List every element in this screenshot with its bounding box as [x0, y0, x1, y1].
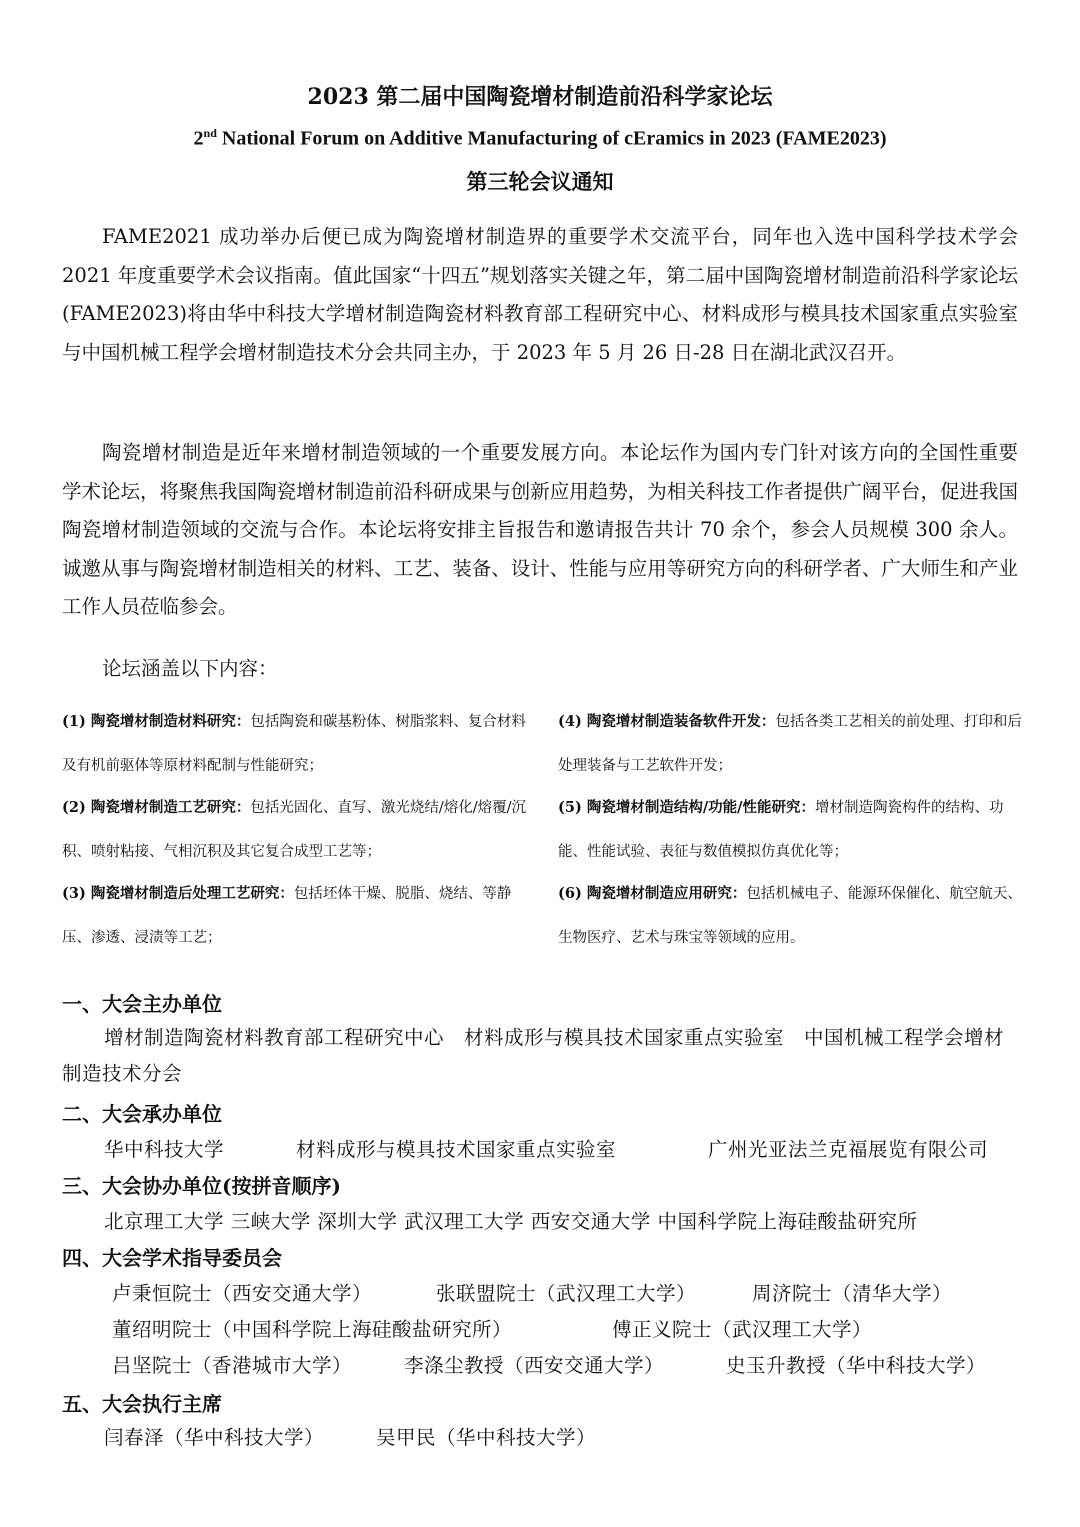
section-heading-organizers: 一、大会主办单位 — [62, 992, 222, 1016]
topic-item — [558, 700, 1028, 788]
chair-member: 闫春泽（华中科技大学） — [104, 1426, 325, 1449]
committee-member: 吕坚院士（香港城市大学） — [112, 1354, 353, 1377]
topic-desc: 包括陶瓷和碳基粉体、树脂浆料、复合材料及有机前驱体等原材料配制与性能研究； — [62, 714, 526, 774]
co-organizers-text: 北京理工大学 三峡大学 深圳大学 武汉理工大学 西安交通大学 中国科学院上海硅酸盐研究所 — [104, 1210, 918, 1233]
chair-member: 吴甲民（华中科技大学） — [376, 1426, 597, 1449]
title-english — [0, 126, 1080, 151]
topic-desc: 包括坯体干燥、脱脂、烧结、等静压、渗透、浸渍等工艺； — [62, 886, 512, 946]
committee-member: 周济院士（清华大学） — [752, 1282, 953, 1305]
host-item: 材料成形与模具技术国家重点实验室 — [296, 1138, 617, 1161]
subtitle: 第三轮会议通知 — [466, 169, 614, 194]
committee-member: 傅正义院士（武汉理工大学） — [612, 1318, 873, 1341]
topic-desc: 增材制造陶瓷构件的结构、功能、性能试验、表征与数值模拟仿真优化等； — [558, 800, 1004, 860]
topic-item — [558, 872, 1028, 960]
committee-member: 李涤尘教授（西安交通大学） — [404, 1354, 665, 1377]
committee-member: 卢秉恒院士（西安交通大学） — [112, 1282, 373, 1305]
intro-paragraph-2: 陶瓷增材制造是近年来增材制造领域的一个重要发展方向。本论坛作为国内专门针对该方向的全国性重要学术论坛，将聚焦我国陶瓷增材制造前沿科研成果与创新应用趋势，为相关科技工作者提供广阔平台，促进我国陶瓷增材制造领域的交流与合作。本论坛将安排主旨报告和邀请报告共计 70 余个，参会人员规模 300 余人。诚邀从事与陶瓷增材制造相关的材料、工艺、装备、设计、性能与应用等研究方向的科研学者、广大师生和产业工作人员莅临参会。 — [62, 441, 1018, 618]
topic-item — [62, 872, 532, 960]
topic-item — [62, 786, 532, 874]
topic-title: (1) 陶瓷增材制造材料研究： — [62, 713, 251, 730]
section-heading-committee: 四、大会学术指导委员会 — [62, 1246, 282, 1270]
topic-item — [62, 700, 532, 788]
section-heading-hosts: 二、大会承办单位 — [62, 1102, 222, 1126]
committee-member: 史玉升教授（华中科技大学） — [726, 1354, 987, 1377]
topic-desc: 包括光固化、直写、激光烧结/熔化/熔覆/沉积、喷射粘接、气相沉积及其它复合成型工艺等； — [62, 800, 527, 860]
title-english-text: National Forum on Additive Manufacturing of cEramics in 2023 (FAME2023) — [216, 127, 887, 150]
topic-title: (4) 陶瓷增材制造装备软件开发： — [558, 713, 776, 730]
title-chinese: 2023 第二届中国陶瓷增材制造前沿科学家论坛 — [307, 84, 773, 110]
committee-member: 董绍明院士（中国科学院上海硅酸盐研究所） — [112, 1318, 513, 1341]
topic-desc: 包括机械电子、能源环保催化、航空航天、生物医疗、艺术与珠宝等领域的应用。 — [558, 886, 1022, 946]
topic-title: (5) 陶瓷增材制造结构/功能/性能研究： — [558, 799, 815, 816]
title-english-ordinal: 2 — [193, 127, 204, 150]
host-item: 广州光亚法兰克福展览有限公司 — [708, 1138, 989, 1161]
topic-title: (6) 陶瓷增材制造应用研究： — [558, 885, 747, 902]
topic-title: (2) 陶瓷增材制造工艺研究： — [62, 799, 251, 816]
section-heading-chairs: 五、大会执行主席 — [62, 1392, 222, 1416]
host-item: 华中科技大学 — [104, 1138, 225, 1161]
title-english-ordinal-suffix: nd — [203, 126, 217, 140]
topic-desc: 包括各类工艺相关的前处理、打印和后处理装备与工艺软件开发； — [558, 714, 1022, 774]
organizers-text: 增材制造陶瓷材料教育部工程研究中心 材料成形与模具技术国家重点实验室 中国机械工程学会增材制造技术分会 — [62, 1026, 1005, 1085]
section-heading-co-organizers: 三、大会协办单位(按拼音顺序) — [62, 1174, 341, 1198]
topic-title: (3) 陶瓷增材制造后处理工艺研究： — [62, 885, 294, 902]
topic-item — [558, 786, 1028, 874]
intro-paragraph-1: FAME2021 成功举办后便已成为陶瓷增材制造界的重要学术交流平台，同年也入选中国科学技术学会 2021 年度重要学术会议指南。值此国家“十四五”规划落实关键之年，第二届中国陶瓷增材制造前沿科学家论坛(FAME2023)将由华中科技大学增材制造陶瓷材料教育部工程研究中心、材料成形与模具技术国家重点实验室与中国机械工程学会增材制造技术分会共同主办，于 2023 年 5 月 26 日-28 日在湖北武汉召开。 — [62, 225, 1018, 364]
committee-member: 张联盟院士（武汉理工大学） — [436, 1282, 697, 1305]
intro-paragraph-3: 论坛涵盖以下内容： — [102, 657, 278, 680]
